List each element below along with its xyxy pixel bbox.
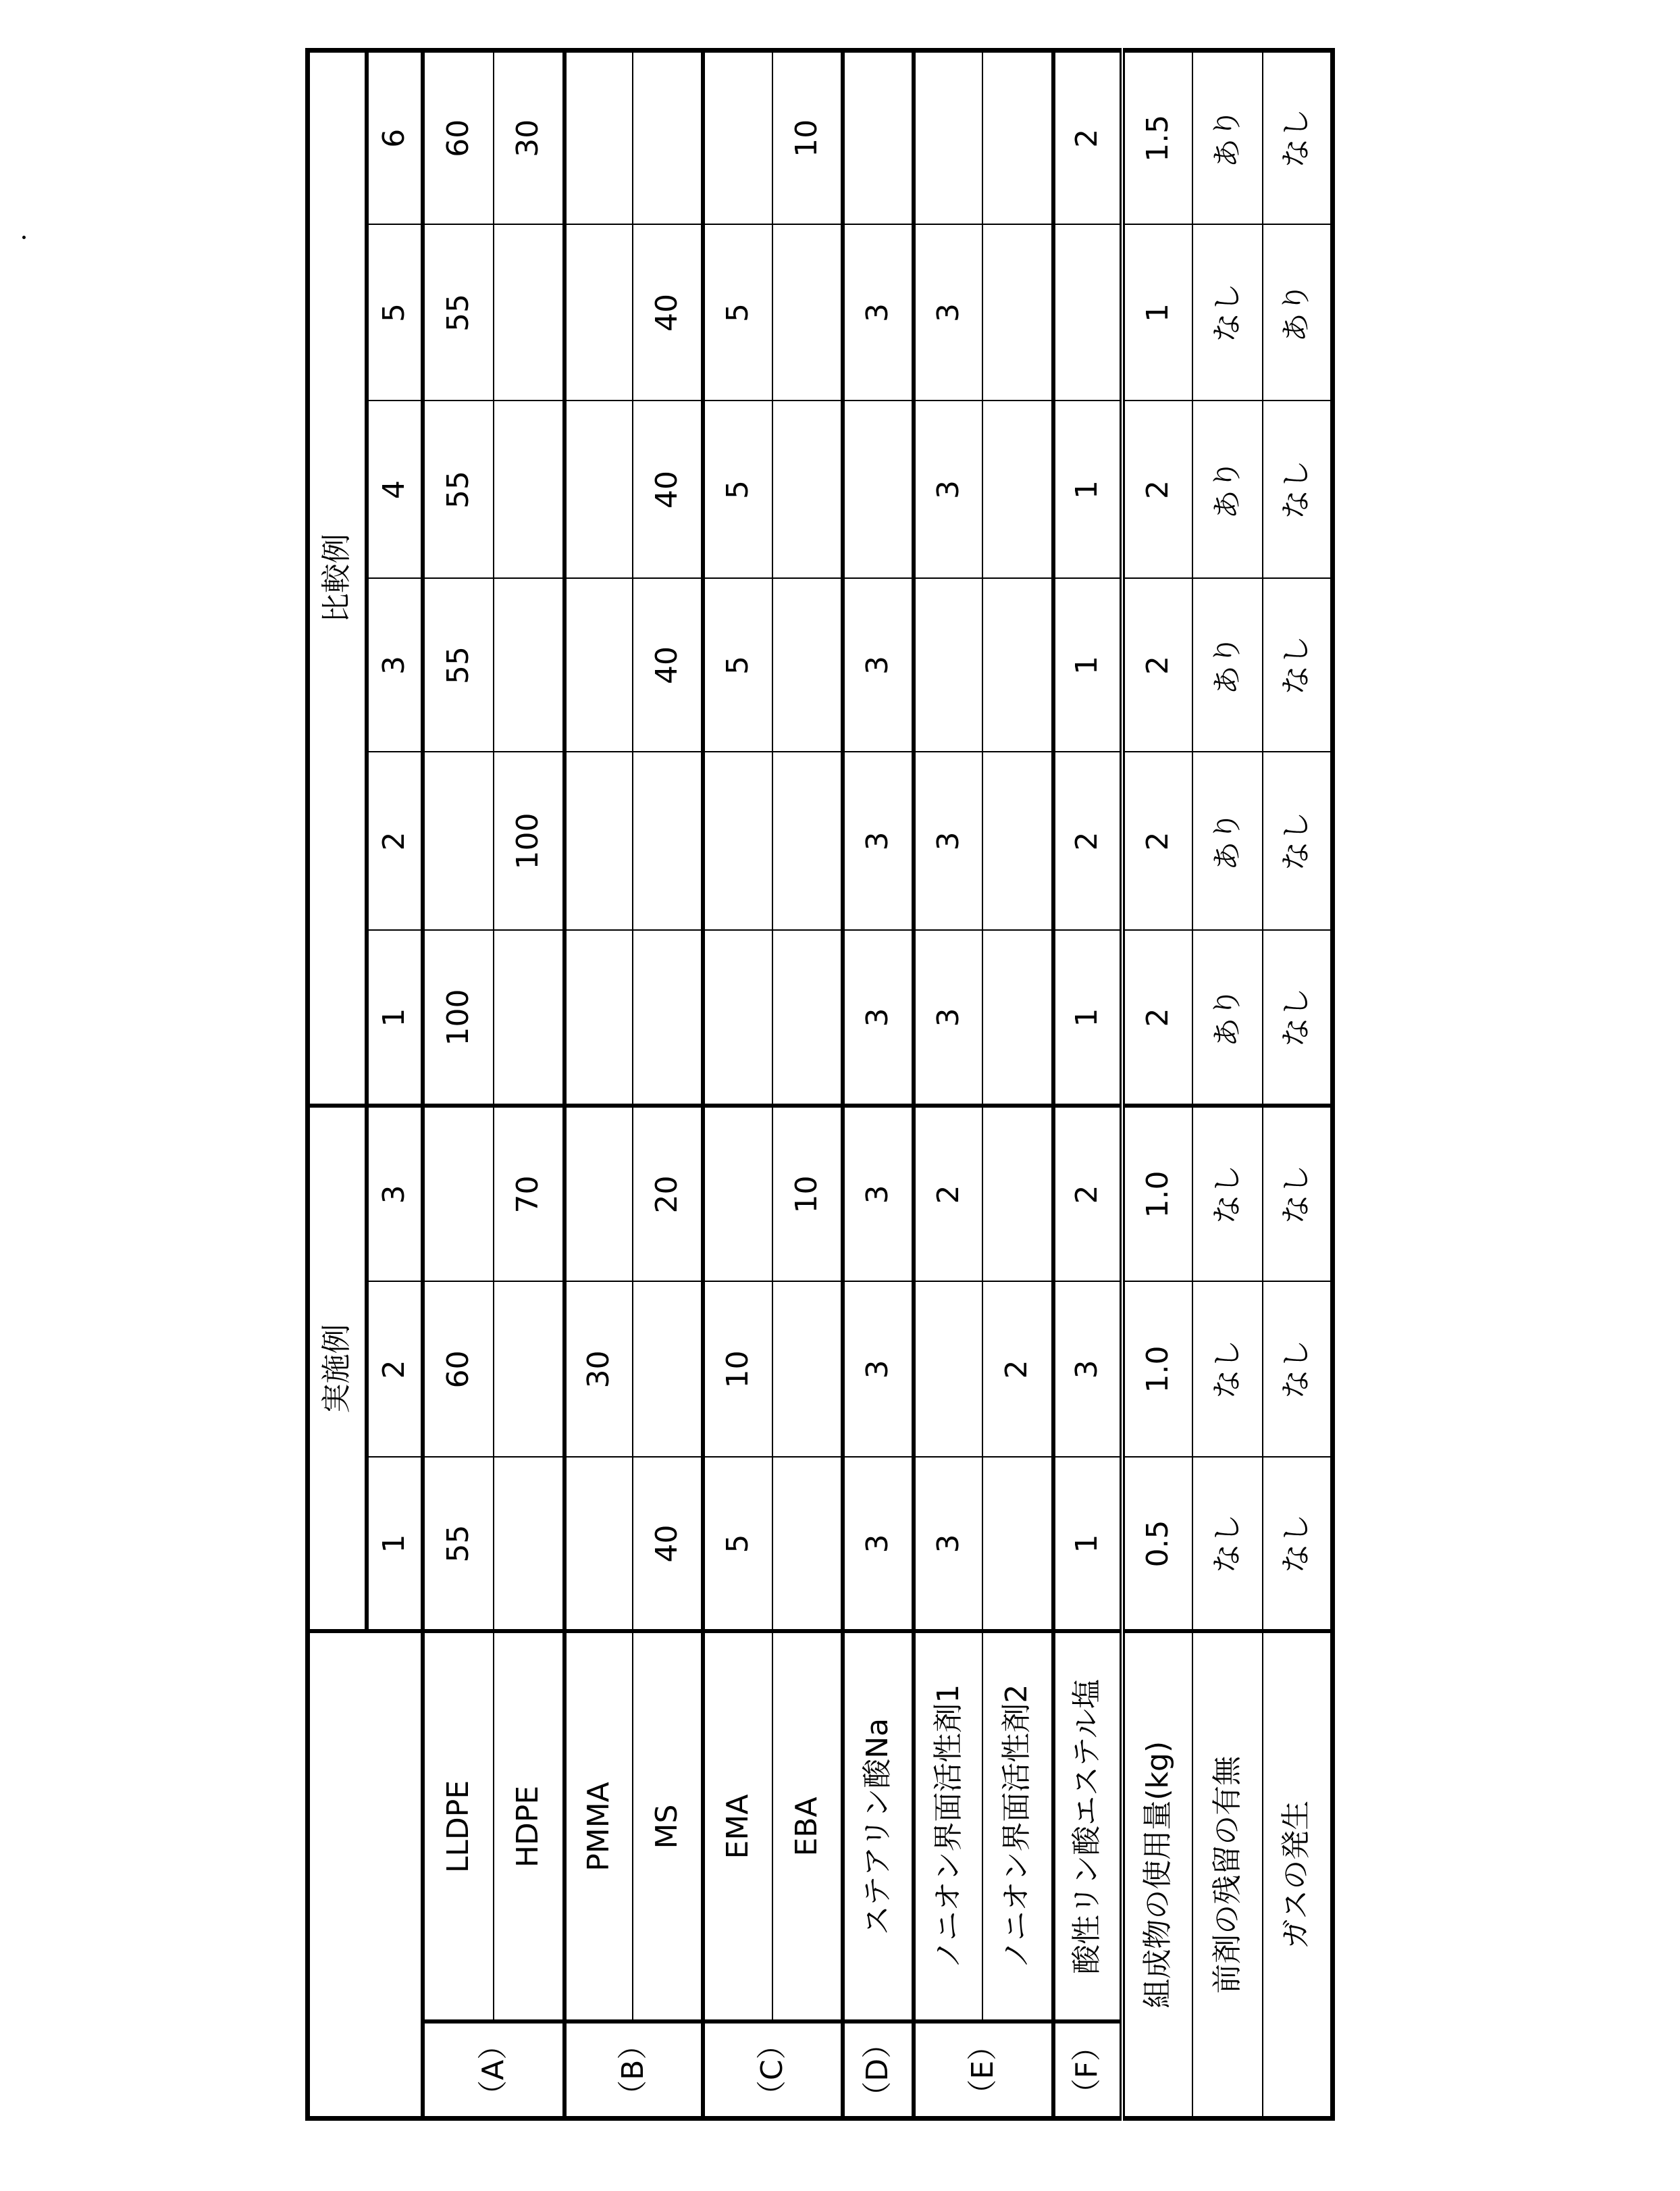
cell: 55 [423,1458,494,1632]
cell: なし [1263,752,1333,931]
cell: 10 [772,50,843,224]
cell [494,579,565,752]
cell: 3 [843,752,914,931]
group-label-d: （D） [843,2022,914,2119]
cell: 20 [633,1106,703,1282]
cell: 60 [423,1282,494,1458]
cell: 100 [423,931,494,1106]
cell: 10 [703,1282,772,1458]
cell [843,50,914,224]
cell: 1 [1053,931,1122,1106]
cell [982,931,1053,1106]
cell: 1 [1053,1458,1122,1632]
cell [633,752,703,931]
cell: 2 [914,1106,982,1282]
group-label-f: （F） [1053,2022,1122,2119]
cell [914,1282,982,1458]
cell: 70 [494,1106,565,1282]
cell: 0.5 [1122,1458,1192,1632]
group-label-c: （C） [703,2022,843,2119]
group-label-e: （E） [914,2022,1053,2119]
cell [703,50,772,224]
cell: あり [1263,225,1333,401]
table-row-pmma [565,50,633,2118]
comparative-index: 1 [367,931,423,1106]
group-label-b: （B） [565,2022,703,2119]
cell: 3 [914,1458,982,1632]
cell [772,579,843,752]
cell [772,225,843,401]
cell: 2 [1122,401,1192,579]
cell [565,1106,633,1282]
table-row-hdpe [494,50,565,2118]
cell: あり [1192,579,1263,752]
row-label: ガスの発生 [1263,1632,1333,2119]
table-row-nonionic-surfactant-1 [914,50,982,2118]
row-label: PMMA [565,1632,633,2022]
cell [565,225,633,401]
cell: あり [1192,401,1263,579]
cell [1053,225,1122,401]
cell: 55 [423,579,494,752]
comparative-group-header: 比較例 [308,50,367,1106]
cell [494,931,565,1106]
cell [565,401,633,579]
example-index: 1 [367,1458,423,1632]
cell: なし [1263,931,1333,1106]
example-index: 2 [367,1282,423,1458]
row-label: 組成物の使用量(kg) [1122,1632,1192,2119]
cell: 3 [914,401,982,579]
cell: あり [1192,752,1263,931]
cell: 5 [703,1458,772,1632]
cell: 3 [843,1282,914,1458]
cell: 30 [565,1282,633,1458]
cell [982,1106,1053,1282]
cell: 3 [914,752,982,931]
cell [982,752,1053,931]
comparative-index: 3 [367,579,423,752]
cell [703,1106,772,1282]
cell [772,1458,843,1632]
cell [633,50,703,224]
table-row-eba [772,50,843,2118]
table-row-nonionic-surfactant-2 [982,50,1053,2118]
cell [494,225,565,401]
comparative-index: 4 [367,401,423,579]
cell [633,931,703,1106]
cell [565,931,633,1106]
cell: 1.5 [1122,50,1192,224]
cell: 2 [1053,1106,1122,1282]
cell [565,579,633,752]
row-label: EBA [772,1632,843,2022]
row-label: LLDPE [423,1632,494,2022]
cell: なし [1263,1106,1333,1282]
cell: 3 [843,225,914,401]
row-label: ノニオン界面活性剤1 [914,1632,982,2022]
comparative-index: 5 [367,225,423,401]
cell: なし [1192,1106,1263,1282]
cell [772,1282,843,1458]
header-row-groups [308,50,367,2118]
cell: 2 [1122,579,1192,752]
cell: なし [1263,579,1333,752]
cell: 3 [843,579,914,752]
cell [982,579,1053,752]
cell: あり [1192,931,1263,1106]
cell [423,1106,494,1282]
cell: なし [1263,1458,1333,1632]
cell: なし [1192,225,1263,401]
table-row-residue-presence [1192,50,1263,2118]
cell: なし [1263,50,1333,224]
cell: 55 [423,225,494,401]
example-index: 3 [367,1106,423,1282]
cell: 100 [494,752,565,931]
cell: 3 [1053,1282,1122,1458]
cell: 40 [633,401,703,579]
table-row-sodium-stearate [843,50,914,2118]
cell: 2 [982,1282,1053,1458]
cell: 2 [1122,752,1192,931]
cell [633,1282,703,1458]
row-label: EMA [703,1632,772,2022]
row-label: 酸性リン酸エステル塩 [1053,1632,1122,2022]
cell: 2 [1053,50,1122,224]
rotated-table-container [305,53,1330,2121]
cell: 3 [843,1106,914,1282]
group-label-a: （A） [423,2022,565,2119]
cell: 5 [703,401,772,579]
cell [982,401,1053,579]
cell [703,752,772,931]
row-label: MS [633,1632,703,2022]
cell: 40 [633,1458,703,1632]
cell: あり [1192,50,1263,224]
cell: なし [1263,1282,1333,1458]
cell [494,1282,565,1458]
table-row-lldpe [423,50,494,2118]
row-label: 前剤の残留の有無 [1192,1632,1263,2119]
cell: 1 [1122,225,1192,401]
table-row-ema [703,50,772,2118]
cell: 2 [1053,752,1122,931]
cell [494,401,565,579]
cell [565,1458,633,1632]
cell [914,50,982,224]
cell: 3 [843,1458,914,1632]
cell: 3 [914,931,982,1106]
table-row-ms [633,50,703,2118]
corner-cell [308,1632,423,2119]
comparative-index: 2 [367,752,423,931]
cell [772,401,843,579]
cell: 3 [914,225,982,401]
row-label: ステアリン酸Na [843,1632,914,2022]
cell: 1.0 [1122,1106,1192,1282]
row-label: ノニオン界面活性剤2 [982,1632,1053,2022]
cell [494,1458,565,1632]
cell: 3 [843,931,914,1106]
cell [565,752,633,931]
examples-group-header: 実施例 [308,1106,367,1632]
table-row-composition-usage [1122,50,1192,2118]
cell: 40 [633,225,703,401]
cell [982,225,1053,401]
cell: 5 [703,579,772,752]
cell [772,752,843,931]
cell [703,931,772,1106]
cell [423,752,494,931]
cell: 30 [494,50,565,224]
cell: 1.0 [1122,1282,1192,1458]
cell: なし [1263,401,1333,579]
table-row-acid-phosphate-ester-salt [1053,50,1122,2118]
cell: 60 [423,50,494,224]
table-row-gas-generation [1263,50,1333,2118]
scan-speck [22,236,26,239]
cell [982,1458,1053,1632]
cell [843,401,914,579]
cell: 1 [1053,401,1122,579]
cell [565,50,633,224]
row-label: HDPE [494,1632,565,2022]
cell: なし [1192,1458,1263,1632]
cell [914,579,982,752]
cell [772,931,843,1106]
cell: 55 [423,401,494,579]
cell: 1 [1053,579,1122,752]
cell: なし [1192,1282,1263,1458]
results-table [305,48,1335,2121]
cell: 10 [772,1106,843,1282]
comparative-index: 6 [367,50,423,224]
cell: 5 [703,225,772,401]
cell: 2 [1122,931,1192,1106]
cell [982,50,1053,224]
cell: 40 [633,579,703,752]
